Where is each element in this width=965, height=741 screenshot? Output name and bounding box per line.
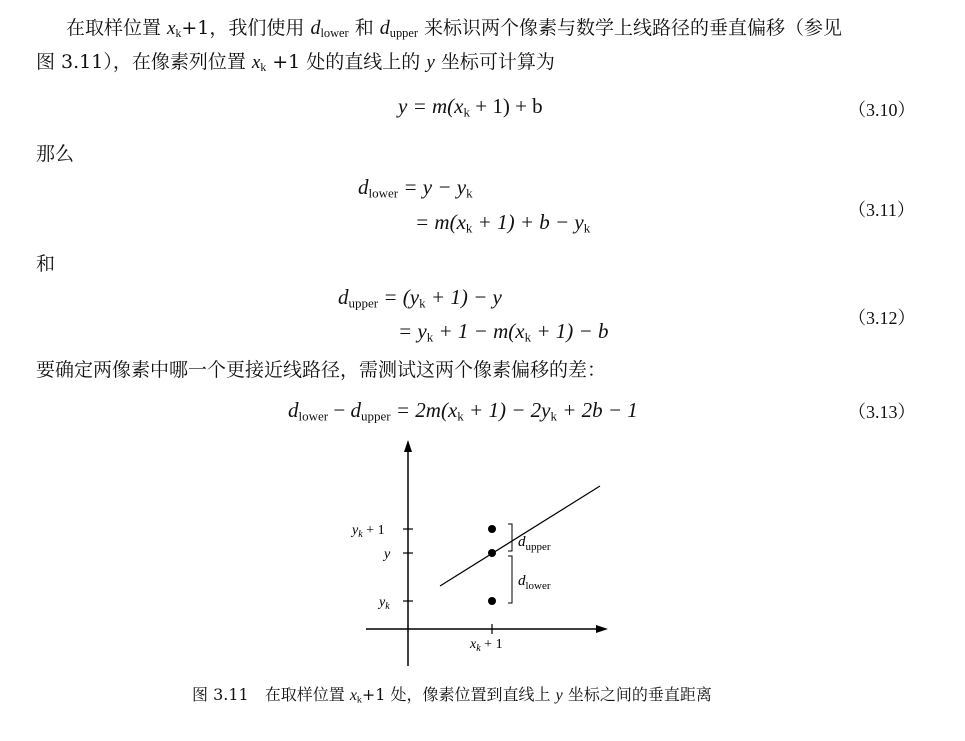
caption-text: 坐标之间的垂直距离 [562,685,712,704]
text-segment: 在取样位置 [66,17,168,39]
eq-text: y = m(x [398,94,464,118]
subscript: lower [298,408,329,424]
label-yk: $y_k$ [379,595,390,612]
eq-text: = m(x [415,210,466,234]
equation-3-13 [288,398,638,424]
equation-3-12-line-1 [338,285,502,311]
label-d-lower: $d_{lower}$ [518,573,551,592]
subscript: k [550,408,557,424]
subscript: k [463,104,470,120]
subscript: k [465,220,473,236]
equation-number-3-10: （3.10） [848,100,916,120]
eq-text: + 1) − 2y [463,398,551,422]
label-yk1: $y_k + 1$ [352,523,385,540]
var-d-lower: $d_{lower}$ [310,17,349,41]
eq-text: + 1) + b − y [472,210,584,234]
pixel-upper [488,525,496,533]
subscript: k [426,329,434,345]
var-y: y [426,52,435,73]
caption-text: 图 3.11 在取样位置 [192,685,350,704]
paragraph-2: 要确定两像素中哪一个更接近线路径，需测试这两个像素偏移的差： [36,359,607,381]
var-d-upper: $d_{upper}$ [379,17,418,41]
y-axis-arrow-icon [404,440,412,452]
eq-text: + 1) − b [531,319,609,343]
pixel-lower [488,597,496,605]
subscript: k [583,220,591,236]
var-y: y [555,687,563,704]
text-segment: +1，我们使用 [181,17,311,39]
subscript: upper [360,408,391,424]
subscript: lower [368,185,399,201]
text-segment: 坐标可计算为 [434,51,555,73]
equation-3-12-line-2 [398,319,608,345]
bracket-lower [508,556,512,603]
figure-3-11 [330,438,630,670]
subscript: k [419,295,426,311]
text-segment: 来标识两个像素与数学上线路径的垂直偏移（参见 [417,17,843,39]
label-d-upper: $d_{upper}$ [518,534,551,553]
subscript: k [466,185,473,201]
equation-3-10 [398,94,543,120]
eq-text: = 2m(x [390,398,458,422]
eq-text: + 2b − 1 [556,398,638,422]
label-and: 和 [36,253,56,275]
paragraph-line-2 [36,48,555,82]
label-xk1: $x_k + 1$ [470,637,503,654]
equation-number-3-13: （3.13） [848,402,916,422]
eq-text: + 1 − m(x [433,319,525,343]
x-axis-arrow-icon [596,625,608,633]
text-segment: 图 3.11），在像素列位置 [36,51,252,73]
equation-number-3-11: （3.11） [848,200,915,220]
var-d: d [338,285,349,309]
var-x: $x_k$ [251,52,267,74]
bracket-upper [508,524,512,551]
figure-caption [192,682,712,705]
subscript: k [457,408,464,424]
var-d: d [358,175,369,199]
eq-text: = (y [378,285,420,309]
var-d: d [350,398,361,422]
eq-text: = y [398,319,427,343]
caption-text: +1 处，像素位置到直线上 [361,685,556,704]
text-segment: 和 [348,17,380,39]
eq-text: = y − y [398,175,467,199]
subscript: upper [348,295,379,311]
paragraph-line-1 [66,14,842,48]
subscript: k [524,329,532,345]
equation-3-11-line-1 [358,175,473,201]
label-y: y [384,547,391,562]
pixel-on-line [488,549,496,557]
equation-number-3-12: （3.12） [848,308,916,328]
eq-text: − [328,398,351,422]
text-segment: +1 处的直线上的 [266,51,427,73]
eq-text: + 1) − y [425,285,502,309]
label-name: 那么 [36,143,75,165]
var-d: d [288,398,299,422]
eq-text: + 1) + b [470,94,543,118]
equation-3-11-line-2 [415,210,590,236]
var-x: $x_k$ [167,18,182,40]
var-x: $x_k$ [349,687,362,706]
